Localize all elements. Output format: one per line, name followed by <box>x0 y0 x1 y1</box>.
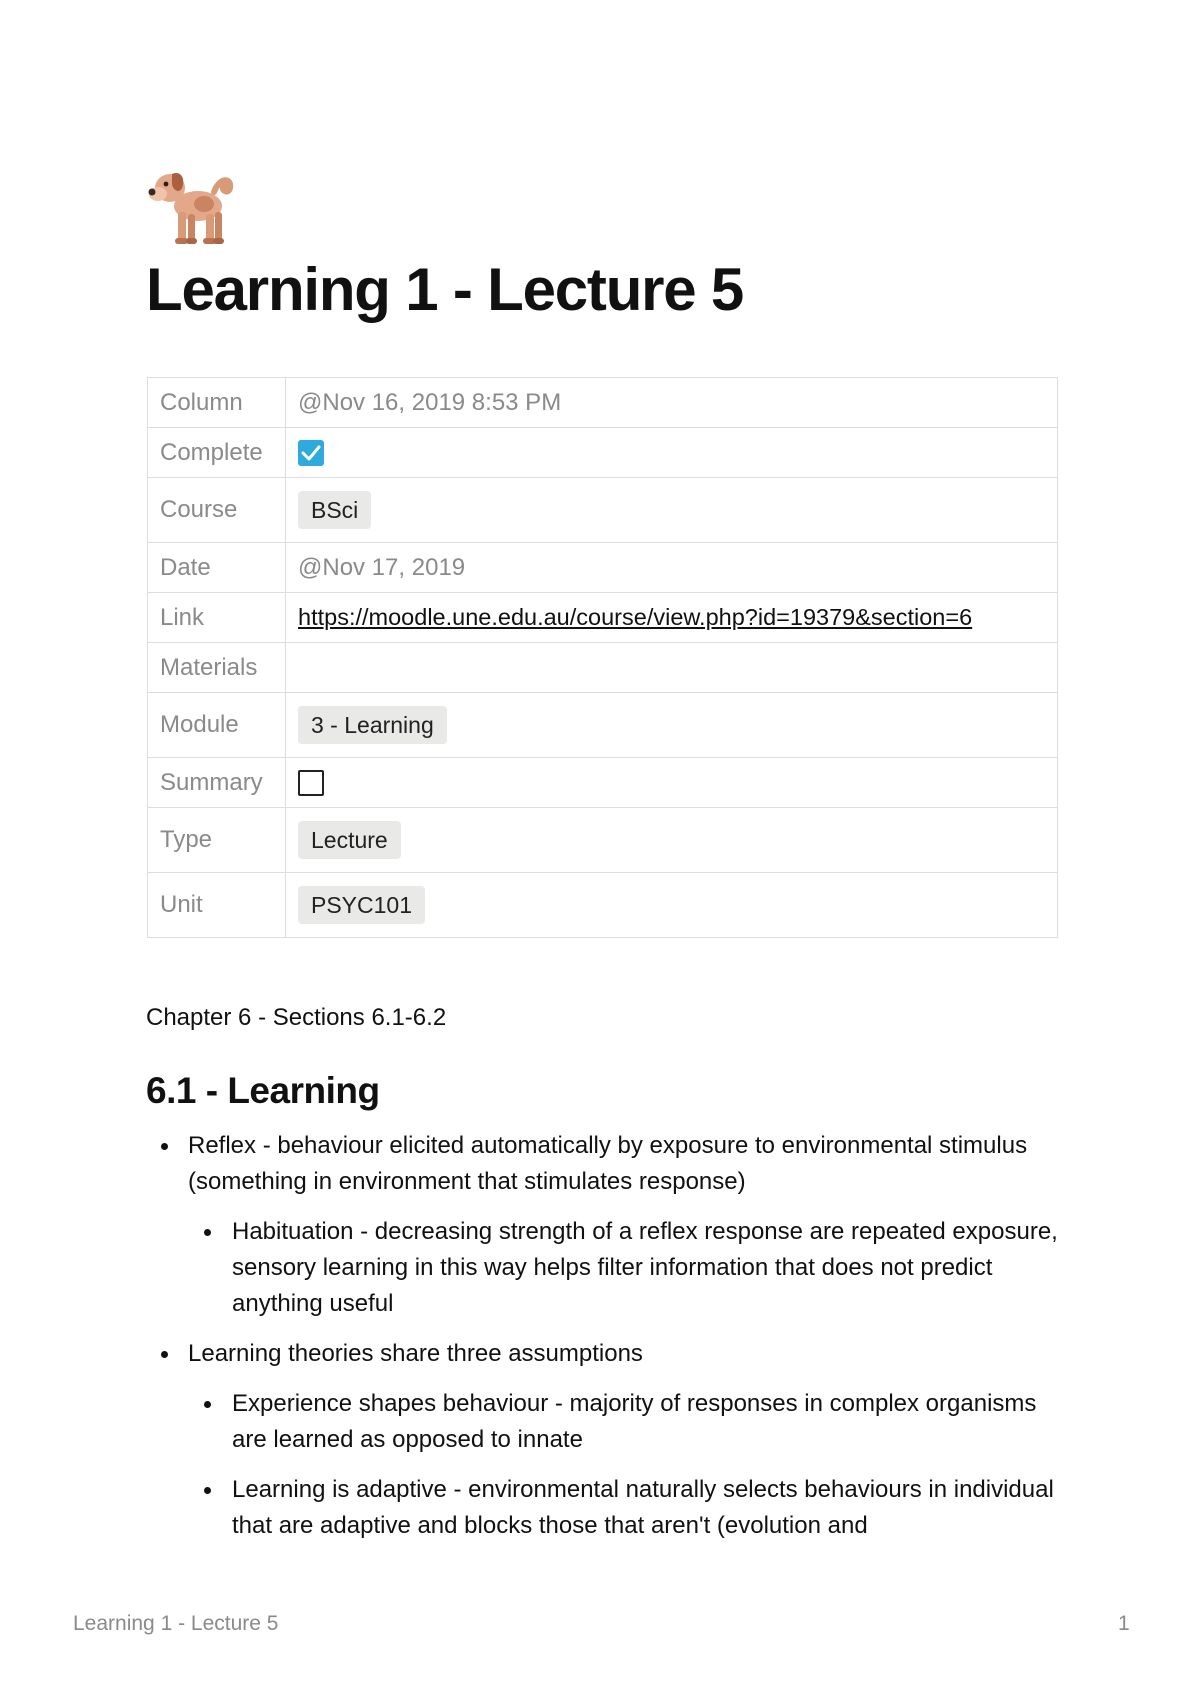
list-item <box>188 1386 1066 1458</box>
moodle-link[interactable]: https://moodle.une.edu.au/course/view.php?id=19379&section=6 <box>298 603 973 630</box>
bullet-list <box>146 1128 1066 1558</box>
property-row-link <box>148 593 1058 643</box>
property-key: Materials <box>148 643 286 693</box>
property-key: Module <box>148 693 286 758</box>
property-row-materials <box>148 643 1058 693</box>
bullet-dot-icon <box>204 1487 211 1494</box>
property-row-column <box>148 378 1058 428</box>
section-heading: 6.1 - Learning <box>146 1070 380 1111</box>
bullet-dot-icon <box>204 1401 211 1408</box>
summary-checkbox[interactable] <box>298 770 324 796</box>
list-item-text: Reflex - behaviour elicited automatically by exposure to environmental stimulus (something in environment that stimulates response) <box>188 1132 1028 1195</box>
property-key: Summary <box>148 758 286 808</box>
bullet-dot-icon <box>204 1229 211 1236</box>
property-value-date[interactable]: @Nov 17, 2019 <box>286 543 1058 593</box>
unit-tag[interactable]: PSYC101 <box>298 886 425 924</box>
property-value-materials[interactable] <box>286 643 1058 693</box>
chapter-text: Chapter 6 - Sections 6.1-6.2 <box>146 1004 447 1031</box>
property-row-type <box>148 808 1058 873</box>
properties-table <box>147 377 1058 938</box>
property-key: Complete <box>148 428 286 478</box>
bullet-dot-icon <box>161 1351 168 1358</box>
page-title: Learning 1 - Lecture 5 <box>146 256 744 323</box>
course-tag[interactable]: BSci <box>298 491 371 529</box>
property-key: Type <box>148 808 286 873</box>
property-row-date <box>148 543 1058 593</box>
property-key: Unit <box>148 873 286 938</box>
list-item <box>188 1472 1066 1544</box>
list-item-text: Habituation - decreasing strength of a reflex response are repeated exposure, sensory learning in this way helps filter information that does not predict anything useful <box>232 1218 1058 1317</box>
property-row-summary <box>148 758 1058 808</box>
property-row-complete <box>148 428 1058 478</box>
property-row-module <box>148 693 1058 758</box>
checkmark-icon <box>301 444 321 462</box>
type-tag[interactable]: Lecture <box>298 821 401 859</box>
footer-title: Learning 1 - Lecture 5 <box>73 1612 279 1635</box>
property-row-unit <box>148 873 1058 938</box>
module-tag[interactable]: 3 - Learning <box>298 706 447 744</box>
property-value-column[interactable]: @Nov 16, 2019 8:53 PM <box>286 378 1058 428</box>
property-key: Link <box>148 593 286 643</box>
list-item-text: Experience shapes behaviour - majority of responses in complex organisms are learned as opposed to innate <box>232 1390 1037 1453</box>
complete-checkbox[interactable] <box>298 440 324 466</box>
property-key: Course <box>148 478 286 543</box>
list-item <box>146 1128 1066 1322</box>
page-number: 1 <box>1118 1612 1130 1635</box>
list-item-text: Learning is adaptive - environmental naturally selects behaviours in individual that are adaptive and blocks those that aren't (evolution and <box>232 1476 1054 1539</box>
list-item-text: Learning theories share three assumptions <box>188 1340 643 1367</box>
list-item <box>146 1336 1066 1544</box>
property-key: Column <box>148 378 286 428</box>
dog-emoji-icon <box>146 162 236 248</box>
property-row-course <box>148 478 1058 543</box>
bullet-dot-icon <box>161 1143 168 1150</box>
property-key: Date <box>148 543 286 593</box>
list-item <box>188 1214 1066 1322</box>
